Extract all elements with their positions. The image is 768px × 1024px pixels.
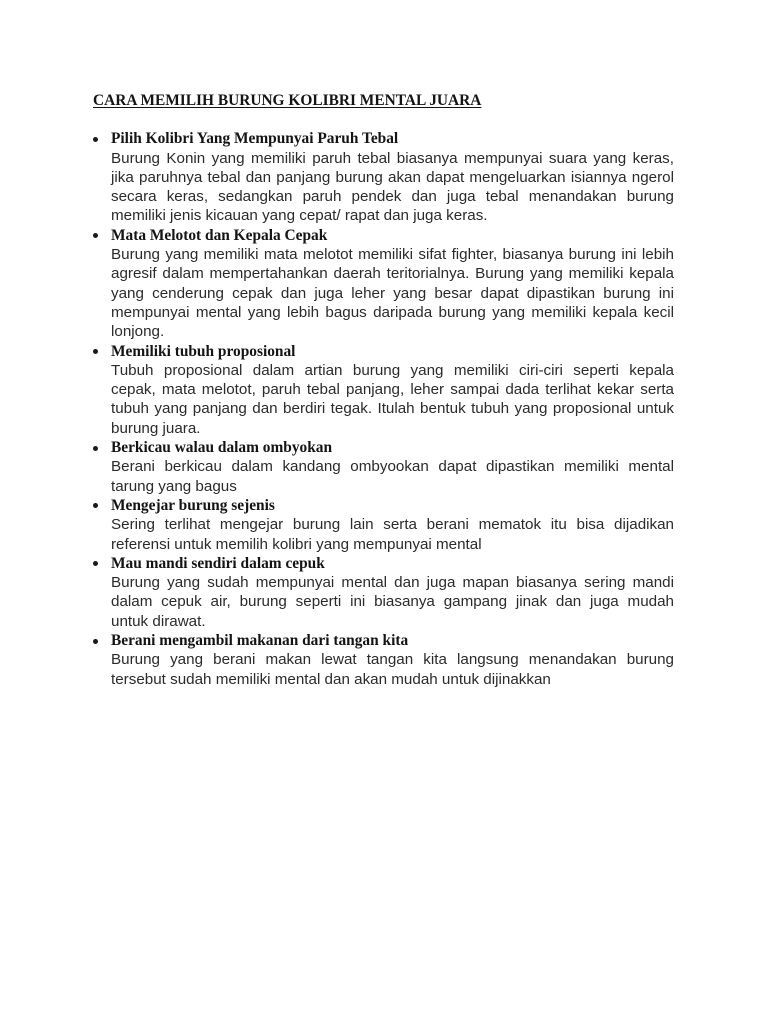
- list-item: [93, 438, 674, 496]
- body-line: mempunyai mental yang lebih bagus daripada burung yang memiliki kepala kecil: [111, 303, 674, 321]
- body-line: lonjong.: [111, 323, 165, 341]
- bullet-icon: [93, 446, 98, 451]
- body-line: agresif dalam mempertahankan daerah teritorialnya. Burung yang memiliki kepala: [111, 265, 674, 283]
- item-body: [111, 245, 674, 341]
- body-line: tersebut sudah memiliki mental dan akan mudah untuk dijinakkan: [111, 670, 551, 688]
- item-body: [111, 457, 674, 496]
- item-body: [111, 149, 674, 226]
- body-line: Berani berkicau dalam kandang ombyookan dapat dipastikan memiliki mental: [111, 458, 674, 476]
- item-body: [111, 650, 674, 689]
- body-line: yang cenderung cepak dan juga leher yang besar dapat dipastikan burung ini: [111, 284, 674, 302]
- body-line: tubuh yang panjang dan berdiri tegak. Itulah bentuk tubuh yang proposional untuk: [111, 400, 674, 418]
- bullet-icon: [93, 233, 98, 238]
- item-heading: Berani mengambil makanan dari tangan kita: [111, 632, 409, 650]
- document-title: CARA MEMILIH BURUNG KOLIBRI MENTAL JUARA: [93, 92, 482, 109]
- body-line: Burung yang berani makan lewat tangan kita langsung menandakan burung: [111, 651, 674, 669]
- list-item: [93, 496, 674, 554]
- body-line: referensi untuk memilih kolibri yang mempunyai mental: [111, 535, 482, 553]
- item-heading: Memiliki tubuh proposional: [111, 342, 296, 360]
- body-line: tarung yang bagus: [111, 477, 237, 495]
- list-item: [93, 226, 674, 342]
- list-item: [93, 342, 674, 438]
- bullet-icon: [93, 349, 98, 354]
- item-heading: Mau mandi sendiri dalam cepuk: [111, 554, 325, 572]
- body-line: jika paruhnya tebal dan panjang burung akan dapat mengeluarkan isiannya ngerol: [111, 168, 674, 186]
- item-heading: Mata Melotot dan Kepala Cepak: [111, 226, 328, 244]
- item-heading: Berkicau walau dalam ombyokan: [111, 439, 333, 457]
- item-heading: Mengejar burung sejenis: [111, 496, 275, 514]
- body-line: Sering terlihat mengejar burung lain serta berani mematok itu bisa dijadikan: [111, 516, 674, 534]
- bullet-icon: [93, 561, 98, 566]
- body-line: cepak, mata melotot, paruh tebal panjang, leher sampai dada terlihat kekar serta: [111, 381, 674, 399]
- body-line: untuk dirawat.: [111, 612, 206, 630]
- body-line: Tubuh proposional dalam artian burung yang memiliki ciri-ciri seperti kepala: [111, 361, 674, 379]
- bullet-icon: [93, 137, 98, 142]
- document-page: [93, 91, 674, 689]
- body-line: burung juara.: [111, 419, 201, 437]
- body-line: secara keras, sedangkan paruh pendek dan juga tebal menandakan burung: [111, 188, 674, 206]
- body-line: Burung yang sudah mempunyai mental dan juga mapan biasanya sering mandi: [111, 574, 674, 592]
- tips-list: [93, 129, 674, 689]
- list-item: [93, 129, 674, 225]
- item-heading: Pilih Kolibri Yang Mempunyai Paruh Tebal: [111, 130, 399, 148]
- body-line: Burung yang memiliki mata melotot memiliki sifat fighter, biasanya burung ini lebih: [111, 246, 674, 264]
- bullet-icon: [93, 503, 98, 508]
- body-line: dalam cepuk air, burung seperti ini biasanya gampang jinak dan juga mudah: [111, 593, 674, 611]
- body-line: Burung Konin yang memiliki paruh tebal biasanya mempunyai suara yang keras,: [111, 149, 674, 167]
- bullet-icon: [93, 639, 98, 644]
- item-body: [111, 515, 674, 554]
- list-item: [93, 631, 674, 689]
- item-body: [111, 573, 674, 631]
- item-body: [111, 361, 674, 438]
- list-item: [93, 554, 674, 631]
- body-line: memiliki jenis kicauan yang cepat/ rapat dan juga keras.: [111, 207, 488, 225]
